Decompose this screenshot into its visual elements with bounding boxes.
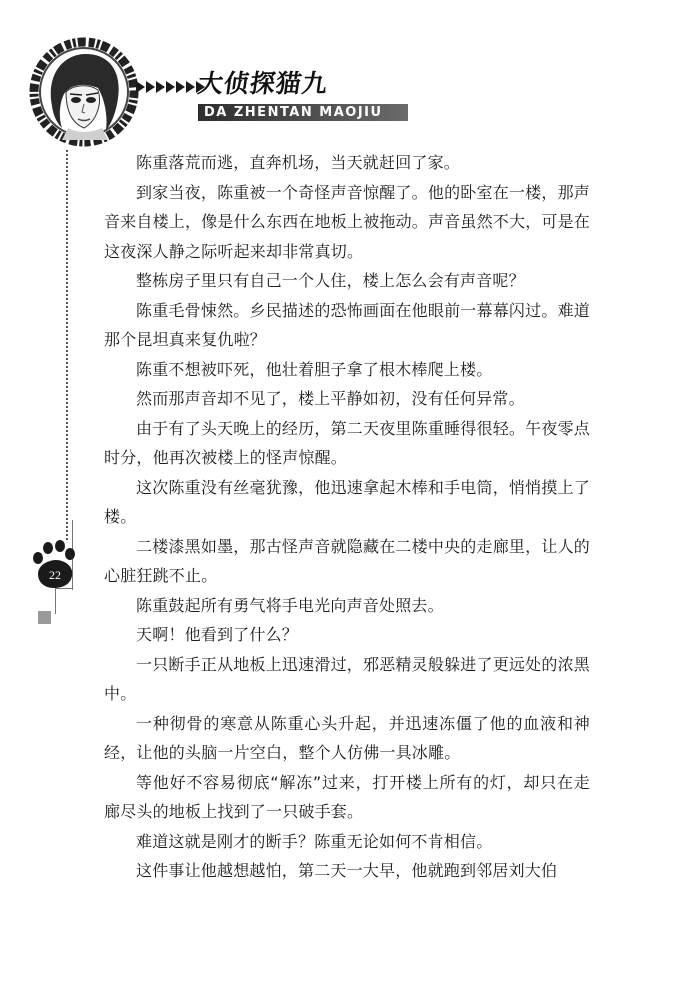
paragraph: 陈重不想被吓死，他壮着胆子拿了根木棒爬上楼。	[136, 359, 493, 379]
margin-dotted-line	[66, 150, 68, 540]
header-arrows	[136, 78, 205, 96]
paragraph: 陈重鼓起所有勇气将手电光向声音处照去。	[136, 595, 444, 615]
paragraph: 整栋房子里只有自己一个人住，楼上怎么会有声音呢？	[136, 271, 525, 290]
paragraph: 这件事让他越想越怕，第二天一大早，他就跑到邻居刘大伯	[136, 861, 558, 880]
page-number: 22	[49, 568, 61, 582]
arrow-icon	[176, 81, 185, 93]
arrow-icon	[166, 81, 175, 93]
story-text	[104, 148, 590, 886]
paragraph: 难道这就是刚才的断手？陈重无论如何不肯相信。	[136, 831, 493, 851]
paragraph: 陈重落荒而逃，直奔机场，当天就赶回了家。	[136, 153, 461, 172]
arrow-icon	[156, 81, 165, 93]
paragraph: 这次陈重没有丝毫犹豫，他迅速拿起木棒和手电筒，悄悄摸上了楼。	[104, 477, 590, 526]
paragraph: 然而那声音却不见了，楼上平静如初，没有任何异常。	[136, 389, 525, 408]
paragraph: 由于有了头天晚上的经历，第二天夜里陈重睡得很轻。午夜零点时分，他再次被楼上的怪声惊醒。	[104, 418, 590, 467]
margin-square	[38, 611, 51, 624]
arrow-icon	[136, 81, 145, 93]
paragraph: 天啊！他看到了什么？	[136, 625, 299, 644]
book-title: 大侦探猫九	[196, 69, 331, 98]
paragraph: 等他好不容易彻底“解冻”过来，打开楼上所有的灯，却只在走廊尽头的地板上找到了一只破手套。	[104, 772, 590, 821]
arrow-icon	[186, 81, 195, 93]
paragraph: 一只断手正从地板上迅速滑过，邪恶精灵般躲进了更远处的浓黑中。	[104, 654, 590, 703]
book-subtitle: DA ZHENTAN MAOJIU	[198, 104, 408, 121]
arrow-icon	[146, 81, 155, 93]
paragraph: 陈重毛骨悚然。乡民描述的恐怖画面在他眼前一幕幕闪过。难道那个昆坦真来复仇啦？	[104, 300, 590, 349]
paragraph: 到家当夜，陈重被一个奇怪声音惊醒了。他的卧室在一楼，那声音来自楼上，像是什么东西在地板上被拖动。声音虽然不大，可是在这夜深人静之际听起来却非常真切。	[104, 182, 591, 261]
girl-portrait-icon	[28, 36, 140, 148]
paragraph: 二楼漆黑如墨，那古怪声音就隐藏在二楼中央的走廊里，让人的心脏狂跳不止。	[104, 536, 590, 585]
paragraph: 一种彻骨的寒意从陈重心头升起，并迅速冻僵了他的血液和神经，让他的头脑一片空白，整个人仿佛一具冰雕。	[104, 713, 590, 762]
